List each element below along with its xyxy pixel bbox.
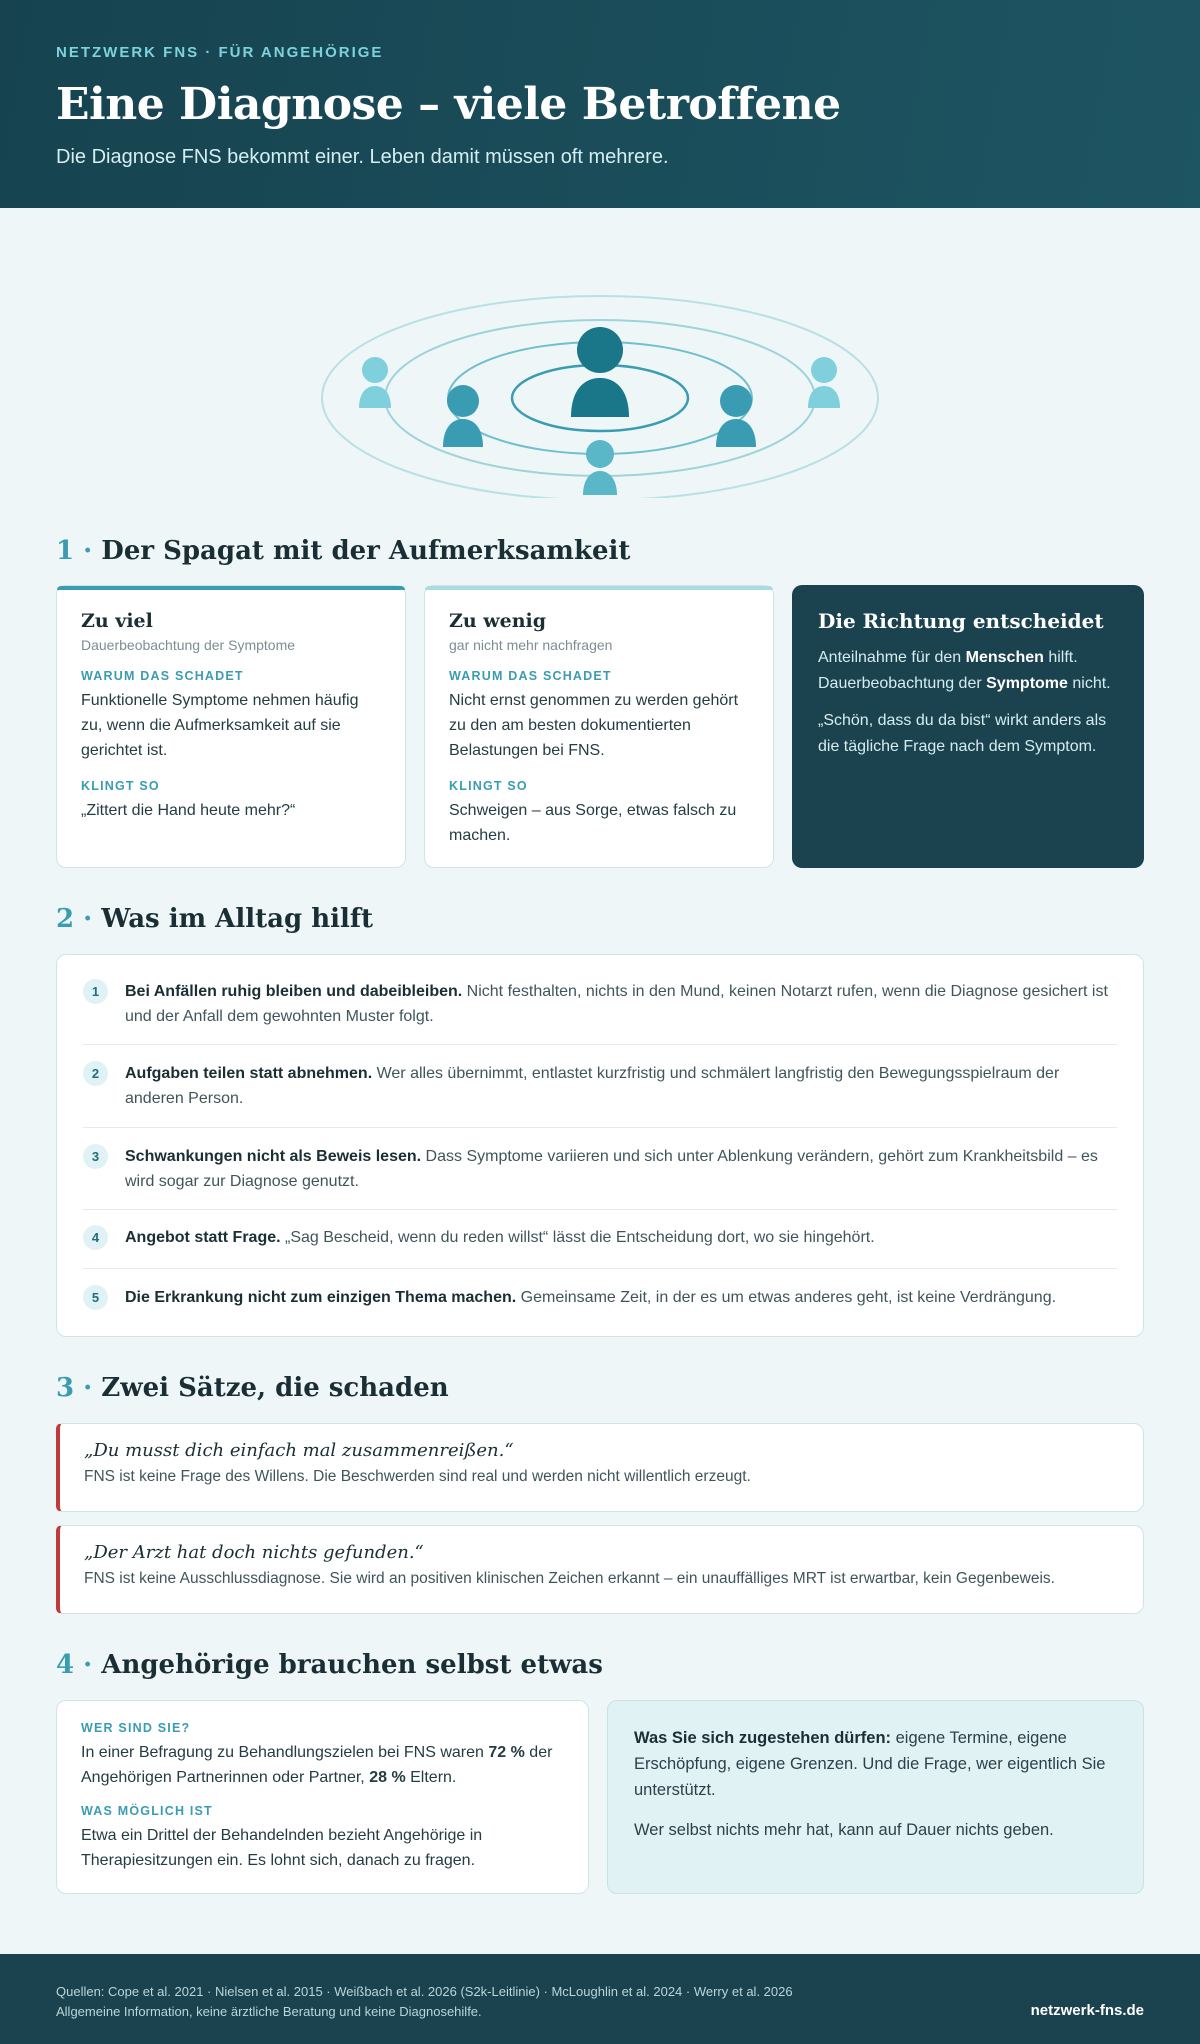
card-text: Funktionelle Symptome nehmen häufig zu, wenn die Aufmerksamkeit auf sie gerichtet ist. xyxy=(81,692,359,759)
person-icon xyxy=(359,357,391,408)
quote-explanation: FNS ist keine Ausschlussdiagnose. Sie wird an positiven klinischen Zeichen erkannt – ein unauffälliges MRT ist erwartbar, kein Gegenbeweis. xyxy=(84,1570,1055,1587)
card-subtitle: Dauerbeobachtung der Symptome xyxy=(81,637,296,653)
quote-text: „Der Arzt hat doch nichts gefunden.“ xyxy=(84,1542,424,1563)
section-3-title: 3 · Zwei Sätze, die schaden xyxy=(56,1373,449,1403)
card-example: Schweigen – aus Sorge, etwas falsch zu machen. xyxy=(449,802,737,844)
person-icon xyxy=(443,385,483,447)
tips-list xyxy=(56,954,1144,1337)
header-eyebrow: NETZWERK FNS · FÜR ANGEHÖRIGE xyxy=(56,44,384,61)
card-text: Was Sie sich zugestehen dürfen: eigene Termine, eigene Erschöpfung, eigene Grenzen. Und die Frage, wer eigentlich Sie unterstützt. xyxy=(634,1729,1106,1799)
card-text: In einer Befragung zu Behandlungszielen bei FNS waren 72 % der Angehörigen Partnerinnen oder Partner, 28 % Eltern. xyxy=(81,1744,553,1786)
card-text: Nicht ernst genommen zu werden gehört zu den am besten dokumentierten Belastungen bei FNS. xyxy=(449,692,739,759)
footer-disclaimer: Allgemeine Information, keine ärztliche Beratung und keine Diagnosehilfe. xyxy=(56,2004,482,2019)
person-icon xyxy=(583,440,617,495)
number-badge: 2 xyxy=(83,1061,108,1086)
footer-site-link[interactable]: netzwerk-fns.de xyxy=(1030,2002,1144,2019)
card-who-are-they xyxy=(56,1700,589,1894)
card-label: WER SIND SIE? xyxy=(81,1721,191,1735)
harmful-quote-card xyxy=(56,1423,1144,1512)
number-badge: 1 xyxy=(83,979,108,1004)
page-header xyxy=(0,0,1200,208)
page-footer xyxy=(0,1954,1200,2044)
list-item: 3 Schwankungen nicht als Beweis lesen. Dass Symptome variieren und sich unter Ablenkung verändern, gehört zum Krankheitsbild – es wird sogar zur Diagnose genutzt. xyxy=(83,1144,1117,1194)
card-title: Zu viel xyxy=(81,610,153,632)
card-quote: „Schön, dass du da bist“ wirkt anders als die tägliche Frage nach dem Symptom. xyxy=(818,712,1107,755)
card-example: „Zittert die Hand heute mehr?“ xyxy=(81,802,296,819)
card-self-care xyxy=(607,1700,1144,1894)
card-label: WAS MÖGLICH IST xyxy=(81,1804,213,1818)
card-label: WARUM DAS SCHADET xyxy=(81,669,244,683)
harmful-quote-card xyxy=(56,1525,1144,1614)
person-center-icon xyxy=(571,327,629,417)
section-1-title: 1 · Der Spagat mit der Aufmerksamkeit xyxy=(56,536,631,566)
number-badge: 4 xyxy=(83,1225,108,1250)
quote-explanation: FNS ist keine Frage des Willens. Die Beschwerden sind real und werden nicht willentlich erzeugt. xyxy=(84,1468,751,1485)
card-too-much xyxy=(56,585,406,868)
card-subtitle: gar nicht mehr nachfragen xyxy=(449,637,613,653)
section-2-title: 2 · Was im Alltag hilft xyxy=(56,904,374,934)
section-4-title: 4 · Angehörige brauchen selbst etwas xyxy=(56,1650,603,1680)
number-badge: 3 xyxy=(83,1144,108,1169)
card-title: Zu wenig xyxy=(449,610,547,632)
list-item: 5 Die Erkrankung nicht zum einzigen Thema machen. Gemeinsame Zeit, in der es um etwas anderes geht, ist keine Verdrängung. xyxy=(83,1285,1117,1310)
card-text: Wer selbst nichts mehr hat, kann auf Dauer nichts geben. xyxy=(634,1821,1054,1839)
page-title: Eine Diagnose – viele Betroffene xyxy=(56,79,841,130)
footer-sources: Quellen: Cope et al. 2021 · Nielsen et al. 2015 · Weißbach et al. 2026 (S2k-Leitlinie) · McLoughlin et al. 2024 · Werry et al. 2026 xyxy=(56,1984,793,1999)
card-label: KLINGT SO xyxy=(449,779,528,793)
card-text: Anteilnahme für den Menschen hilft. Dauerbeobachtung der Symptome nicht. xyxy=(818,649,1111,692)
card-direction xyxy=(792,585,1144,868)
number-badge: 5 xyxy=(83,1285,108,1310)
card-label: KLINGT SO xyxy=(81,779,160,793)
quote-text: „Du musst dich einfach mal zusammenreißen.“ xyxy=(84,1440,514,1461)
page-subtitle: Die Diagnose FNS bekommt einer. Leben damit müssen oft mehrere. xyxy=(56,146,669,168)
list-item: 1 Bei Anfällen ruhig bleiben und dabeibleiben. Nicht festhalten, nichts in den Mund, keinen Notarzt rufen, wenn die Diagnose gesichert ist und der Anfall dem gewohnten Muster folgt. xyxy=(83,979,1117,1029)
list-item: 4 Angebot statt Frage. „Sag Bescheid, wenn du reden willst“ lässt die Entscheidung dort, wo sie hingehört. xyxy=(83,1225,1117,1250)
card-title: Die Richtung entscheidet xyxy=(818,609,1104,633)
people-circles-illustration xyxy=(0,208,1200,508)
card-label: WARUM DAS SCHADET xyxy=(449,669,612,683)
list-item: 2 Aufgaben teilen statt abnehmen. Wer alles übernimmt, entlastet kurzfristig und schmälert langfristig den Bewegungsspielraum der anderen Person. xyxy=(83,1061,1117,1111)
person-icon xyxy=(808,357,840,408)
person-icon xyxy=(716,385,756,447)
card-text: Etwa ein Drittel der Behandelnden bezieht Angehörige in Therapiesitzungen ein. Es lohnt sich, danach zu fragen. xyxy=(81,1827,483,1869)
card-too-little xyxy=(424,585,774,868)
